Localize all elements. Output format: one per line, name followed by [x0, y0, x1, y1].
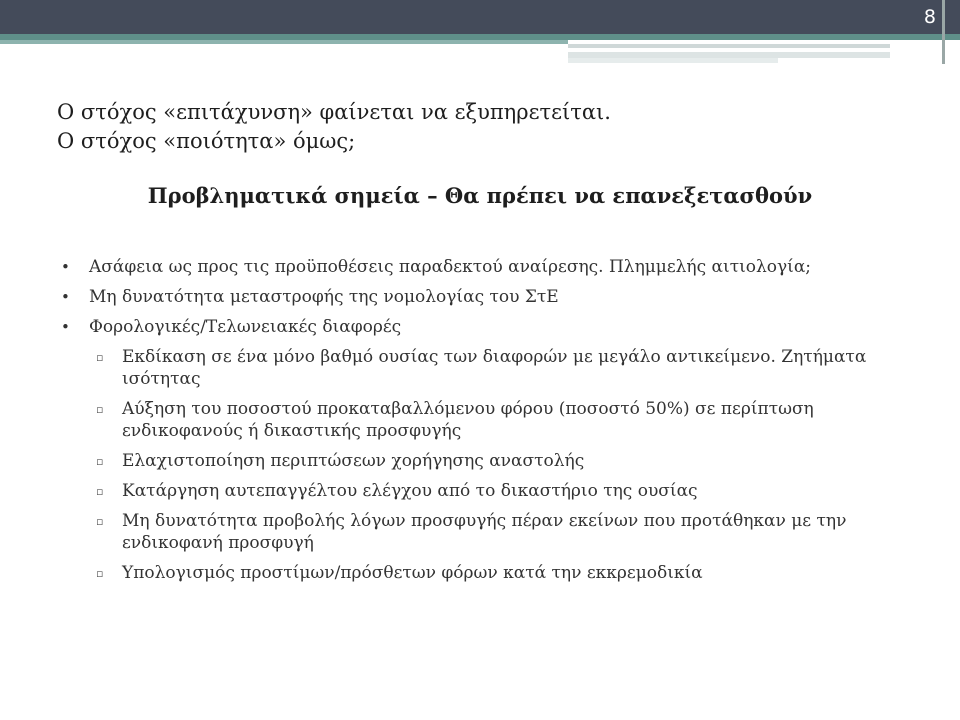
decorative-bar	[568, 58, 778, 63]
sub-bullet-item	[60, 398, 920, 442]
bullet-text: Υπολογισμός προστίμων/πρόσθετων φόρων κατά την εκκρεμοδικία	[122, 563, 703, 583]
slide-heading	[57, 98, 611, 156]
square-bullet-icon: ▫	[96, 403, 104, 416]
bullet-text: Ελαχιστοποίηση περιπτώσεων χορήγησης αναστολής	[122, 451, 585, 471]
bullet-text: Φορολογικές/Τελωνειακές διαφορές	[89, 317, 402, 337]
bullet-text: Κατάργηση αυτεπαγγέλτου ελέγχου από το δικαστήριο της ουσίας	[122, 481, 698, 501]
section-subheading: Προβληματικά σημεία – Θα πρέπει να επανεξετασθούν	[147, 183, 813, 208]
sub-bullet-item	[60, 346, 920, 390]
bullet-dot-icon: •	[61, 318, 70, 336]
square-bullet-icon: ▫	[96, 485, 104, 498]
square-bullet-icon: ▫	[96, 515, 104, 528]
page-number: 8	[923, 6, 936, 28]
bullet-text: Μη δυνατότητα μεταστροφής της νομολογίας του ΣτΕ	[89, 287, 559, 307]
bullet-dot-icon: •	[61, 288, 70, 306]
heading-line: Ο στόχος «επιτάχυνση» φαίνεται να εξυπηρετείται.	[57, 100, 611, 124]
bullet-text: Ασάφεια ως προς τις προϋποθέσεις παραδεκτού αναίρεσης. Πλημμελής αιτιολογία;	[89, 257, 812, 277]
bullet-text: Αύξηση του ποσοστού προκαταβαλλόμενου φόρου (ποσοστό 50%) σε περίπτωση ενδικοφανούς ή δικαστικής προσφυγής	[122, 399, 814, 441]
sub-bullet-item	[60, 562, 920, 584]
heading-line: Ο στόχος «ποιότητα» όμως;	[57, 129, 356, 153]
sub-bullet-item	[60, 480, 920, 502]
header-accent-line-light	[0, 40, 568, 44]
bullet-item	[60, 256, 920, 278]
bullet-item	[60, 316, 920, 338]
page-number-divider	[942, 0, 945, 64]
square-bullet-icon: ▫	[96, 351, 104, 364]
header-band	[0, 0, 960, 34]
bullet-dot-icon: •	[61, 258, 70, 276]
bullet-text: Μη δυνατότητα προβολής λόγων προσφυγής πέραν εκείνων που προτάθηκαν με την ενδικοφανή προσφυγή	[122, 511, 847, 553]
decorative-bar	[568, 44, 890, 48]
square-bullet-icon: ▫	[96, 455, 104, 468]
bullet-item	[60, 286, 920, 308]
sub-bullet-item	[60, 510, 920, 554]
square-bullet-icon: ▫	[96, 567, 104, 580]
sub-bullet-item	[60, 450, 920, 472]
bullet-text: Εκδίκαση σε ένα μόνο βαθμό ουσίας των διαφορών με μεγάλο αντικείμενο. Ζητήματα ισότητας	[122, 347, 867, 389]
bullet-list	[60, 256, 920, 592]
